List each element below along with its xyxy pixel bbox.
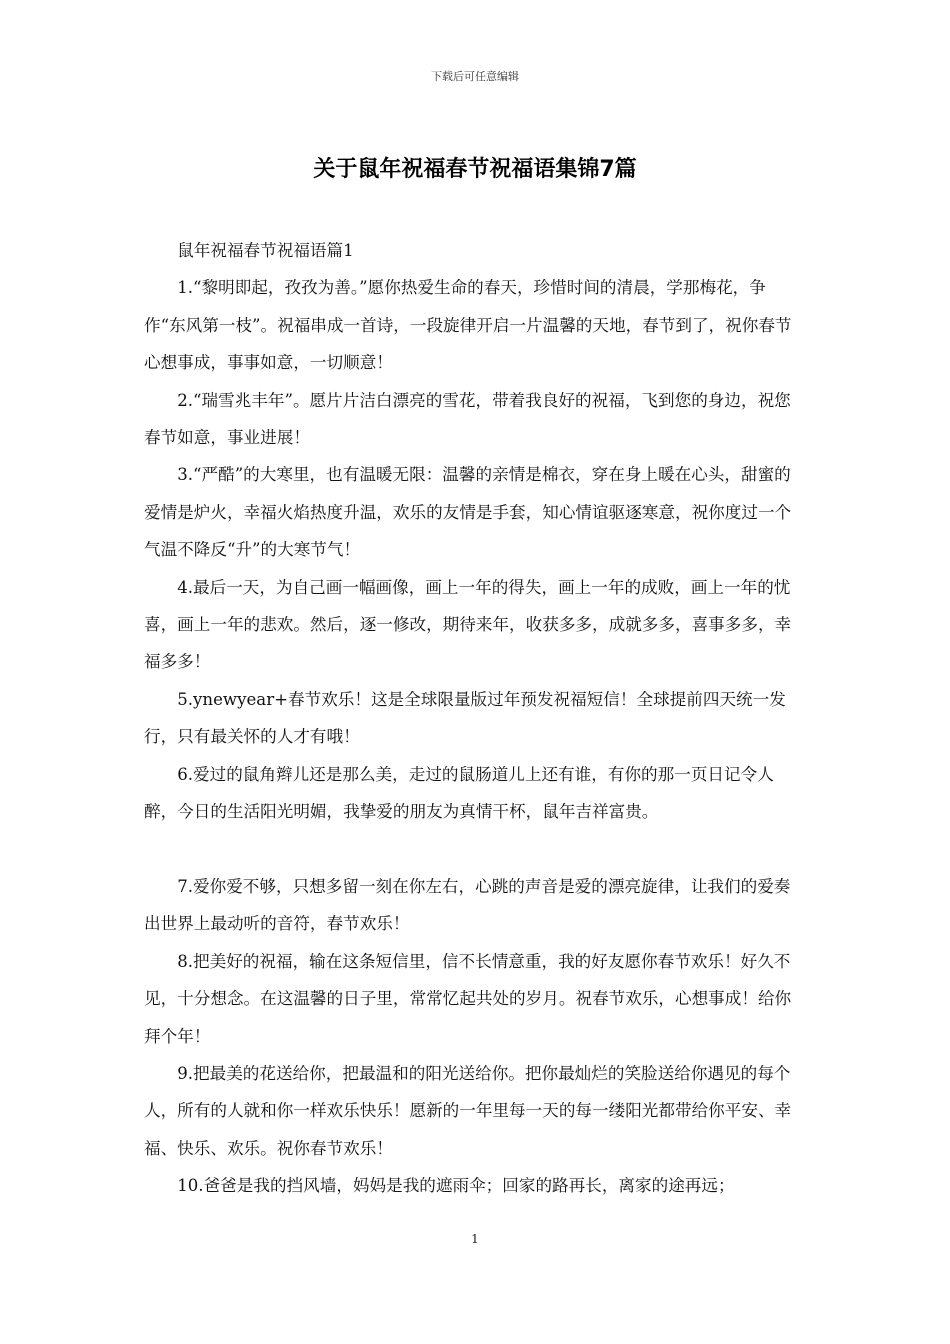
paragraph-5: 5.ynewyear+春节欢乐！这是全球限量版过年预发祝福短信！全球提前四天统一发行，只有最关怀的人才有哦！ — [144, 689, 786, 747]
paragraph-2: 2.“瑞雪兆丰年”。愿片片洁白漂亮的雪花，带着我良好的祝福，飞到您的身边，祝您春节如意，事业进展！ — [144, 390, 791, 448]
paragraph-8: 8.把美好的祝福，输在这条短信里，信不长情意重，我的好友愿你春节欢乐！好久不见，十分想念。在这温馨的日子里，常常忆起共处的岁月。祝春节欢乐，心想事成！给你拜个年！ — [144, 951, 792, 1046]
paragraph-1: 1.“黎明即起，孜孜为善。”愿你热爱生命的春天，珍惜时间的清晨，学那梅花，争作“东风第一枝”。祝福串成一首诗，一段旋律开启一片温馨的天地，春节到了，祝你春节心想事成，事事如意，一切顺意！ — [144, 278, 792, 373]
paragraph-gap — [144, 831, 804, 868]
paragraph-10: 10.爸爸是我的挡风墙，妈妈是我的遮雨伞；回家的路再长，离家的途再远； — [177, 1176, 735, 1196]
paragraph-6: 6.爱过的鼠角辫儿还是那么美，走过的鼠肠道儿上还有谁，有你的那一页日记令人醉，今日的生活阳光明媚，我挚爱的朋友为真情干杯，鼠年吉祥富贵。 — [144, 764, 774, 822]
section-heading: 鼠年祝福春节祝福语篇1 — [177, 241, 354, 260]
document-body — [144, 232, 804, 1205]
paragraph-4: 4.最后一天，为自己画一幅画像，画上一年的得失，画上一年的成败，画上一年的忧喜，画上一年的悲欢。然后，逐一修改，期待来年，收获多多，成就多多，喜事多多，幸福多多！ — [144, 577, 792, 672]
page-number: 1 — [471, 1232, 479, 1246]
header-note: 下载后可任意编辑 — [431, 70, 519, 83]
document-title: 关于鼠年祝福春节祝福语集锦7篇 — [313, 157, 637, 182]
paragraph-3: 3.“严酷”的大寒里，也有温暖无限：温馨的亲情是棉衣，穿在身上暖在心头，甜蜜的爱情是炉火，幸福火焰热度升温，欢乐的友情是手套，知心情谊驱逐寒意，祝你度过一个气温不降反“升”的大寒节气！ — [144, 465, 792, 560]
paragraph-9: 9.把最美的花送给你，把最温和的阳光送给你。把你最灿烂的笑脸送给你遇见的每个人，所有的人就和你一样欢乐快乐！愿新的一年里每一天的每一缕阳光都带给你平安、幸福、快乐、欢乐。祝你春节欢乐！ — [144, 1063, 792, 1158]
paragraph-7: 7.爱你爱不够，只想多留一刻在你左右，心跳的声音是爱的漂亮旋律，让我们的爱奏出世界上最动听的音符，春节欢乐！ — [144, 876, 791, 934]
